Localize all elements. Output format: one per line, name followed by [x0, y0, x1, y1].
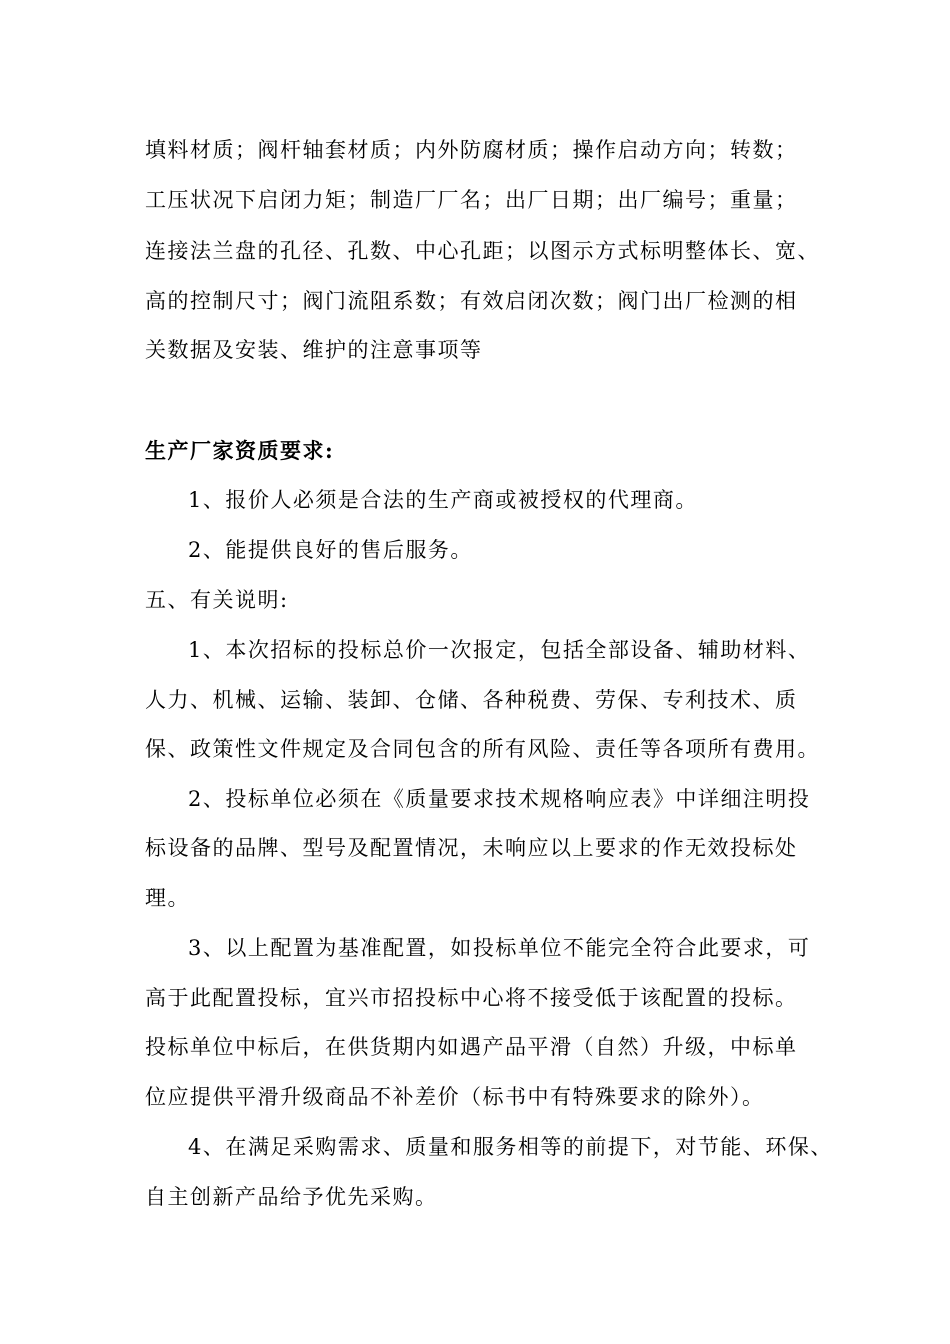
- text-line: 关数据及安装、维护的注意事项等: [145, 338, 483, 362]
- text-line: 理。: [145, 886, 190, 910]
- text-line: 自主创新产品给予优先采购。: [145, 1185, 438, 1209]
- text-line: 3、以上配置为基准配置，如投标单位不能完全符合此要求，可: [188, 936, 811, 960]
- text-line: 连接法兰盘的孔径、孔数、中心孔距；以图示方式标明整体长、宽、: [145, 239, 820, 263]
- text-line: 保、政策性文件规定及合同包含的所有风险、责任等各项所有费用。: [145, 737, 820, 761]
- text-line: 位应提供平滑升级商品不补差价（标书中有特殊要求的除外）。: [145, 1085, 765, 1109]
- text-line: 工压状况下启闭力矩；制造厂厂名；出厂日期；出厂编号；重量；: [145, 188, 798, 212]
- section-heading-qualification: 生产厂家资质要求:: [145, 438, 335, 463]
- text-line: 高于此配置投标，宜兴市招投标中心将不接受低于该配置的投标。: [145, 986, 798, 1010]
- text-line: 2、投标单位必须在《质量要求技术规格响应表》中详细注明投: [188, 787, 811, 811]
- section-heading-notes: 五、有关说明:: [145, 588, 289, 612]
- text-line: 投标单位中标后，在供货期内如遇产品平滑（自然）升级，中标单: [145, 1035, 798, 1059]
- text-line: 1、本次招标的投标总价一次报定，包括全部设备、辅助材料、: [188, 638, 811, 662]
- text-line: 人力、机械、运输、装卸、仓储、各种税费、劳保、专利技术、质: [145, 688, 798, 712]
- text-line: 4、在满足采购需求、质量和服务相等的前提下，对节能、环保、: [188, 1135, 833, 1159]
- text-line: 填料材质；阀杆轴套材质；内外防腐材质；操作启动方向；转数；: [145, 138, 798, 162]
- list-item: 1、报价人必须是合法的生产商或被授权的代理商。: [188, 488, 698, 512]
- text-line: 高的控制尺寸；阀门流阻系数；有效启闭次数；阀门出厂检测的相: [145, 289, 798, 313]
- list-item: 2、能提供良好的售后服务。: [188, 538, 473, 562]
- text-line: 标设备的品牌、型号及配置情况，未响应以上要求的作无效投标处: [145, 836, 798, 860]
